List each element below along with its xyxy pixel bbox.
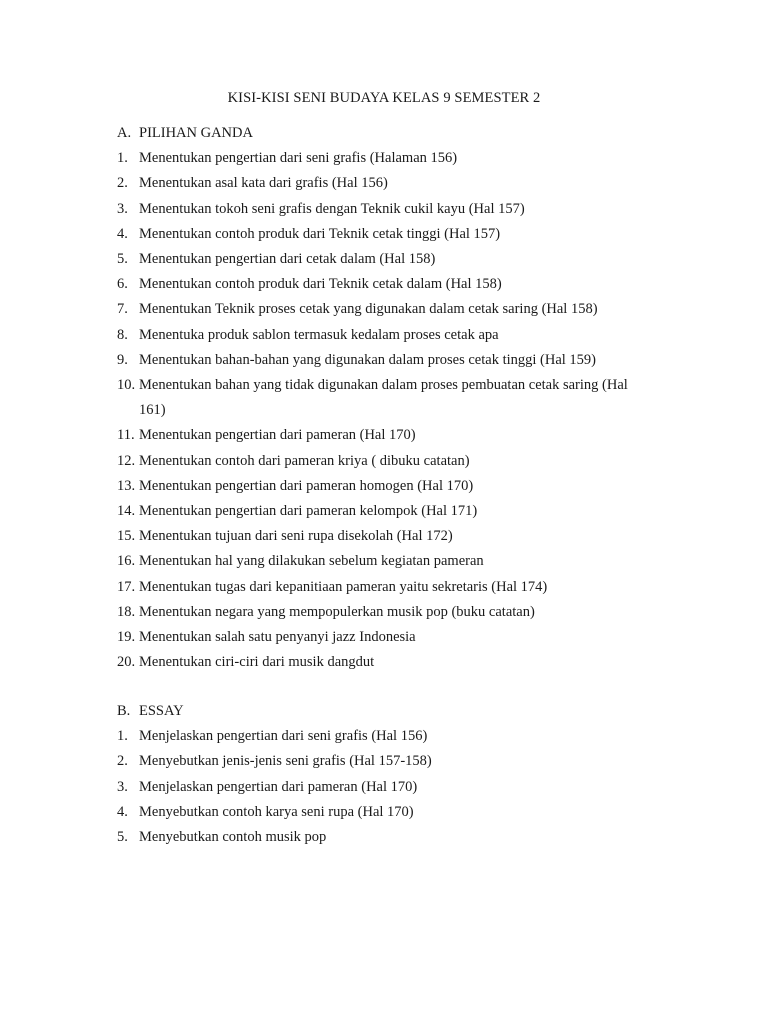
section-pilihan-ganda: [117, 121, 677, 675]
list-item-continuation: [117, 398, 677, 423]
section-heading: [117, 699, 677, 724]
list-item-number: 2.: [117, 175, 128, 192]
section-heading: [117, 121, 677, 146]
section-letter: A.: [117, 125, 132, 141]
list-item: [117, 373, 677, 398]
list-item-number: 4.: [117, 225, 128, 242]
list-item-number: 8.: [117, 326, 128, 343]
list-item-number: 18.: [117, 603, 136, 620]
list-item: [117, 423, 677, 448]
list-item-text: Menentukan asal kata dari grafis (Hal 156): [139, 175, 388, 192]
section-essay: [117, 699, 677, 850]
list-item-text: Menentukan pengertian dari pameran (Hal 170): [139, 427, 416, 444]
list-item: [117, 247, 677, 272]
list-item-number: 14.: [117, 503, 136, 520]
essay-list: [117, 724, 677, 850]
list-item: [117, 272, 677, 297]
list-item-text: Menentukan pengertian dari pameran kelompok (Hal 171): [139, 503, 478, 520]
list-item-text: Menentukan contoh produk dari Teknik cetak tinggi (Hal 157): [139, 225, 501, 242]
list-item-text: Menentukan Teknik proses cetak yang digunakan dalam cetak saring (Hal 158): [139, 301, 598, 318]
list-item-text: Menjelaskan pengertian dari pameran (Hal 170): [139, 778, 418, 795]
list-item-number: 3.: [117, 200, 128, 217]
list-item-text: Menyebutkan jenis-jenis seni grafis (Hal 157-158): [139, 753, 432, 770]
section-heading-text: ESSAY: [139, 703, 184, 719]
list-item: [117, 323, 677, 348]
list-item-number: 12.: [117, 452, 136, 469]
list-item-text: Menentuka produk sablon termasuk kedalam proses cetak apa: [139, 326, 499, 343]
list-item: [117, 775, 677, 800]
list-item-number: 4.: [117, 803, 128, 820]
list-item: [117, 449, 677, 474]
list-item-text: Menentukan bahan-bahan yang digunakan dalam proses cetak tinggi (Hal 159): [139, 351, 597, 368]
list-item-text: Menentukan tugas dari kepanitiaan pameran yaitu sekretaris (Hal 174): [139, 578, 548, 595]
multiple-choice-list: [117, 146, 677, 675]
list-item: [117, 724, 677, 749]
list-item-number: 9.: [117, 351, 128, 368]
list-item-number: 10.: [117, 377, 136, 394]
list-item: [117, 825, 677, 850]
document-title: KISI-KISI SENI BUDAYA KELAS 9 SEMESTER 2: [227, 90, 541, 106]
list-item-text: Menyebutkan contoh karya seni rupa (Hal 170): [139, 803, 414, 820]
list-item-number: 15.: [117, 528, 136, 545]
list-item-number: 5.: [117, 829, 128, 846]
list-item-number: 7.: [117, 301, 128, 318]
list-item-text: Menentukan pengertian dari seni grafis (Halaman 156): [139, 150, 458, 167]
list-item-text: Menentukan tokoh seni grafis dengan Teknik cukil kayu (Hal 157): [139, 200, 525, 217]
list-item-text: Menentukan salah satu penyanyi jazz Indonesia: [139, 629, 416, 646]
list-item: [117, 549, 677, 574]
list-item-number: [117, 398, 139, 423]
list-item-text: Menentukan contoh produk dari Teknik cetak dalam (Hal 158): [139, 276, 502, 293]
list-item-text: Menentukan pengertian dari cetak dalam (Hal 158): [139, 251, 436, 268]
list-item: [117, 524, 677, 549]
list-item-number: 6.: [117, 276, 128, 293]
list-item-number: 3.: [117, 778, 128, 795]
list-item-number: 1.: [117, 728, 128, 745]
list-item-text: Menentukan contoh dari pameran kriya ( dibuku catatan): [139, 452, 470, 469]
section-heading-text: PILIHAN GANDA: [139, 125, 253, 141]
list-item-number: 1.: [117, 150, 128, 167]
list-item-text: Menentukan hal yang dilakukan sebelum kegiatan pameran: [139, 553, 484, 570]
list-item: [117, 650, 677, 675]
list-item: [117, 146, 677, 171]
list-item-text: Menentukan ciri-ciri dari musik dangdut: [139, 654, 375, 671]
list-item: [117, 197, 677, 222]
list-item-number: 13.: [117, 477, 136, 494]
list-item: [117, 348, 677, 373]
list-item-text: Menyebutkan contoh musik pop: [139, 829, 327, 846]
list-item-number: 2.: [117, 753, 128, 770]
list-item-text: Menentukan bahan yang tidak digunakan dalam proses pembuatan cetak saring (Hal: [139, 377, 628, 394]
list-item-text: Menentukan negara yang mempopulerkan musik pop (buku catatan): [139, 603, 535, 620]
list-item-text: 161): [139, 402, 166, 419]
list-item: [117, 222, 677, 247]
list-item: [117, 575, 677, 600]
list-item-number: 11.: [117, 427, 135, 444]
list-item-number: 19.: [117, 629, 136, 646]
list-item: [117, 749, 677, 774]
list-item: [117, 800, 677, 825]
list-item: [117, 171, 677, 196]
list-item: [117, 499, 677, 524]
list-item-text: Menentukan pengertian dari pameran homogen (Hal 170): [139, 477, 474, 494]
list-item-text: Menjelaskan pengertian dari seni grafis (Hal 156): [139, 728, 428, 745]
list-item-text: Menentukan tujuan dari seni rupa disekolah (Hal 172): [139, 528, 453, 545]
list-item-number: 20.: [117, 654, 136, 671]
list-item: [117, 600, 677, 625]
list-item: [117, 297, 677, 322]
section-letter: B.: [117, 703, 131, 719]
list-item-number: 17.: [117, 578, 136, 595]
list-item: [117, 474, 677, 499]
list-item: [117, 625, 677, 650]
list-item-number: 5.: [117, 251, 128, 268]
list-item-number: 16.: [117, 553, 136, 570]
